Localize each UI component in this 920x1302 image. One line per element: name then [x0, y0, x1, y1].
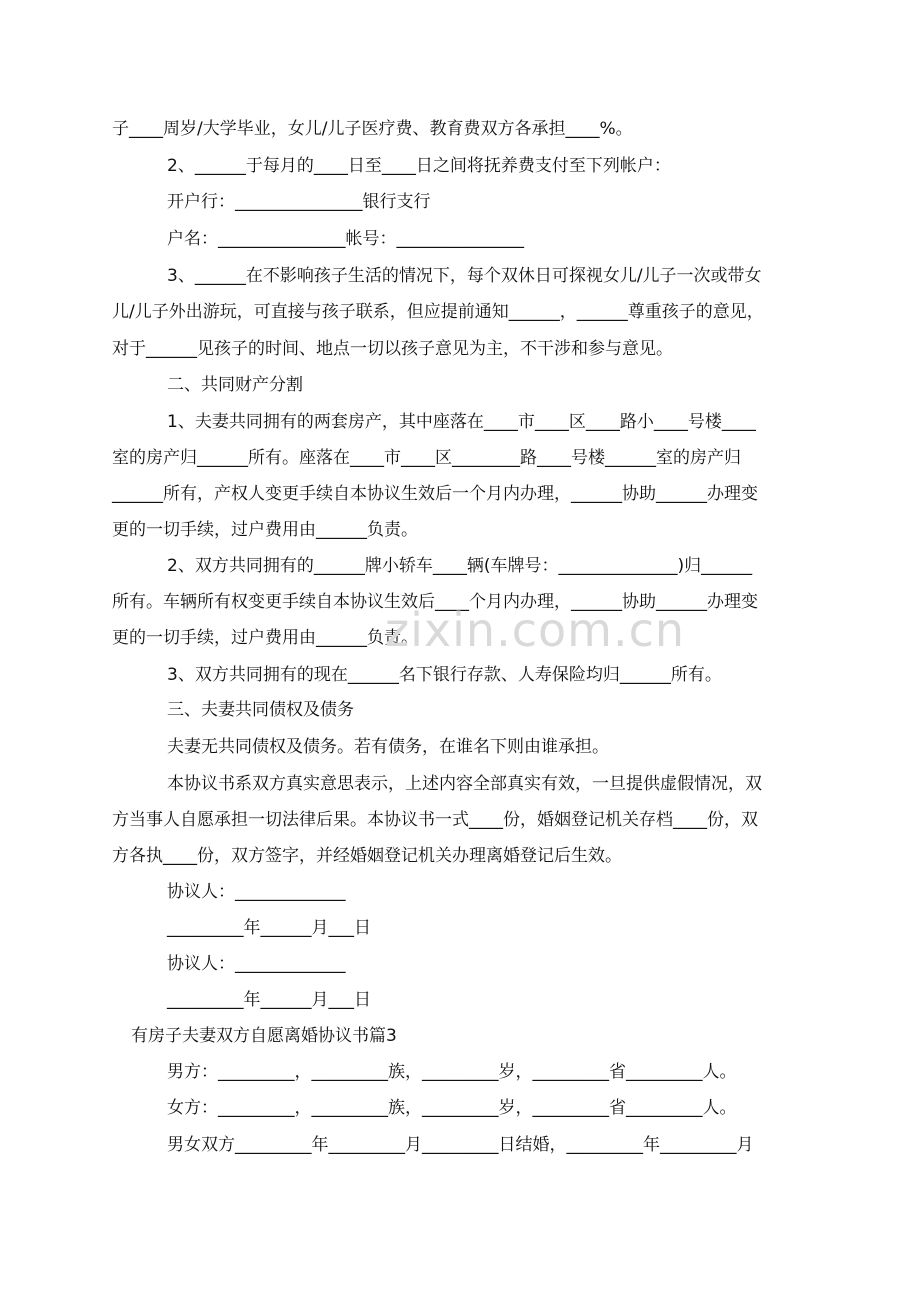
text-line: 室的房产归______所有。座落在____市____区________路____号楼______室的房产归 — [112, 448, 741, 468]
signature-line: 协议人：_____________ — [167, 882, 346, 902]
watermark: zixin.com.cn — [385, 603, 686, 657]
text-line: 3、双方共同拥有的现在______名下银行存款、人寿保险均归______所有。 — [167, 665, 722, 685]
text-line: 方各执____份，双方签字，并经婚姻登记机关办理离婚登记后生效。 — [112, 846, 622, 866]
signature-line: 协议人：_____________ — [167, 954, 346, 974]
section-heading: 三、夫妻共同债权及债务 — [167, 700, 354, 720]
document-title: 有房子夫妻双方自愿离婚协议书篇3 — [131, 1026, 397, 1046]
text-line: 3、______在不影响孩子生活的情况下，每个双休日可探视女儿/儿子一次或带女 — [167, 266, 762, 286]
date-line: _________年______月___日 — [167, 918, 371, 938]
text-line: 夫妻无共同债权及债务。若有债务，在谁名下则由谁承担。 — [167, 737, 609, 757]
text-line: ______所有，产权人变更手续自本协议生效后一个月内办理，______协助______办理变 — [112, 484, 758, 504]
text-line: 方当事人自愿承担一切法律后果。本协议书一式____份，婚姻登记机关存档____份，双 — [112, 810, 758, 830]
text-line: 更的一切手续，过户费用由______负责。 — [112, 520, 418, 540]
text-line: 儿/儿子外出游玩，可直接与孩子联系，但应提前通知______，______尊重孩子的意见， — [112, 302, 764, 322]
text-line: 男女双方_________年_________月_________日结婚，_________年_________月 — [167, 1135, 754, 1155]
text-line: 更的一切手续，过户费用由______负责。 — [112, 628, 418, 648]
text-line: 开户行：_______________银行支行 — [167, 192, 431, 212]
text-line: 女方：_________，_________族，_________岁，_________省_________人。 — [167, 1098, 737, 1118]
text-line: 本协议书系双方真实意思表示，上述内容全部真实有效，一旦提供虚假情况，双 — [167, 774, 762, 794]
date-line: _________年______月___日 — [167, 990, 371, 1010]
text-line: 2、双方共同拥有的______牌小轿车____辆(车牌号：______________)归______ — [167, 556, 753, 576]
section-heading: 二、共同财产分割 — [167, 375, 303, 395]
text-line: 男方：_________，_________族，_________岁，_________省_________人。 — [167, 1062, 737, 1082]
text-line: 子____周岁/大学毕业，女儿/儿子医疗费、教育费双方各承担____%。 — [112, 119, 633, 139]
text-line: 对于______见孩子的时间、地点一切以孩子意见为主，不干涉和参与意见。 — [112, 339, 673, 359]
text-line: 所有。车辆所有权变更手续自本协议生效后____个月内办理，______协助______办理变 — [112, 592, 758, 612]
text-line: 2、______于每月的____日至____日之间将抚养费支付至下列帐户： — [167, 156, 671, 176]
text-line: 户名：_______________帐号：_______________ — [167, 229, 524, 249]
text-line: 1、夫妻共同拥有的两套房产，其中座落在____市____区____路小____号楼____ — [167, 412, 756, 432]
